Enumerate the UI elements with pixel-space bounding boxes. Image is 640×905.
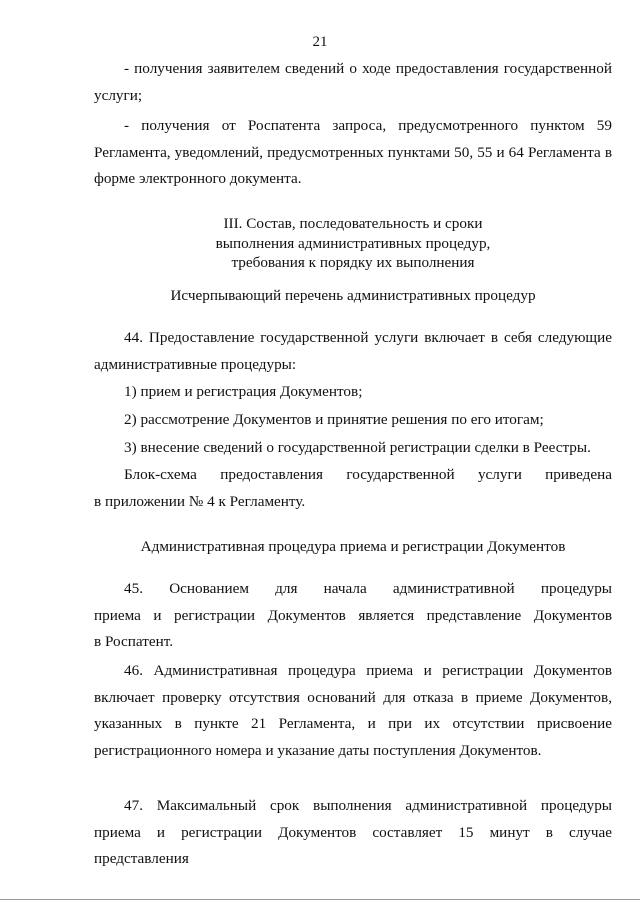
procedure-list-item: 2) рассмотрение Документов и принятие решения по его итогам; (124, 411, 544, 428)
procedure-list-item: 1) прием и регистрация Документов; (124, 383, 363, 400)
section-subtitle: Исчерпывающий перечень административных процедур (170, 287, 536, 304)
paragraph-46 (94, 658, 612, 764)
paragraph-46-text: 46. Административная процедура приема и регистрации Документов включает проверку отсутствия оснований для отказа в приеме Документов, указанных в пункте 21 Регламента, и при их отсутствии присвоение регистрационного номера и указание даты поступления Документов. (94, 662, 612, 759)
flowchart-reference-line-2: в приложении № 4 к Регламенту. (94, 492, 306, 510)
section-title-line-2: выполнения административных процедур, (215, 234, 491, 252)
paragraph-47 (94, 793, 612, 873)
intro-block (94, 56, 612, 193)
paragraph-44-text: 44. Предоставление государственной услуги включает в себя следующие административные процедуры: (94, 329, 612, 373)
procedure-list-item: 3) внесение сведений о государственной регистрации сделки в Реестры. (124, 439, 591, 456)
page-bottom-edge (0, 899, 640, 900)
paragraph-47-text: 47. Максимальный срок выполнения административной процедуры приема и регистрации Документов составляет 15 минут в случае представления (94, 797, 612, 867)
section-title-line-1: III. Состав, последовательность и сроки (223, 215, 483, 232)
intro-item-request: - получения от Роспатента запроса, предусмотренного пунктом 59 Регламента, уведомлений, предусмотренных пунктами 50, 55 и 64 Регламента в форме электронного документа. (94, 117, 612, 187)
flowchart-reference-line-1: Блок-схема предоставления государственной услуги приведена (124, 466, 612, 483)
paragraph-45 (94, 576, 612, 656)
paragraph-45-line-3: в Роспатент. (94, 633, 174, 650)
paragraph-45-line-2: приема и регистрации Документов является представление Документов (94, 606, 612, 624)
section-subheading-block (94, 285, 612, 307)
paragraph-45-line-1: 45. Основанием для начала административной процедуры (124, 580, 612, 597)
intro-item-status: - получения заявителем сведений о ходе предоставления государственной услуги; (94, 60, 612, 104)
section-heading (94, 214, 612, 273)
procedure-heading-block (94, 536, 612, 558)
page-number: 21 (312, 34, 328, 50)
paragraph-44 (94, 325, 612, 515)
section-title-line-3: требования к порядку их выполнения (231, 254, 475, 271)
procedure-title: Административная процедура приема и регистрации Документов (140, 538, 566, 555)
